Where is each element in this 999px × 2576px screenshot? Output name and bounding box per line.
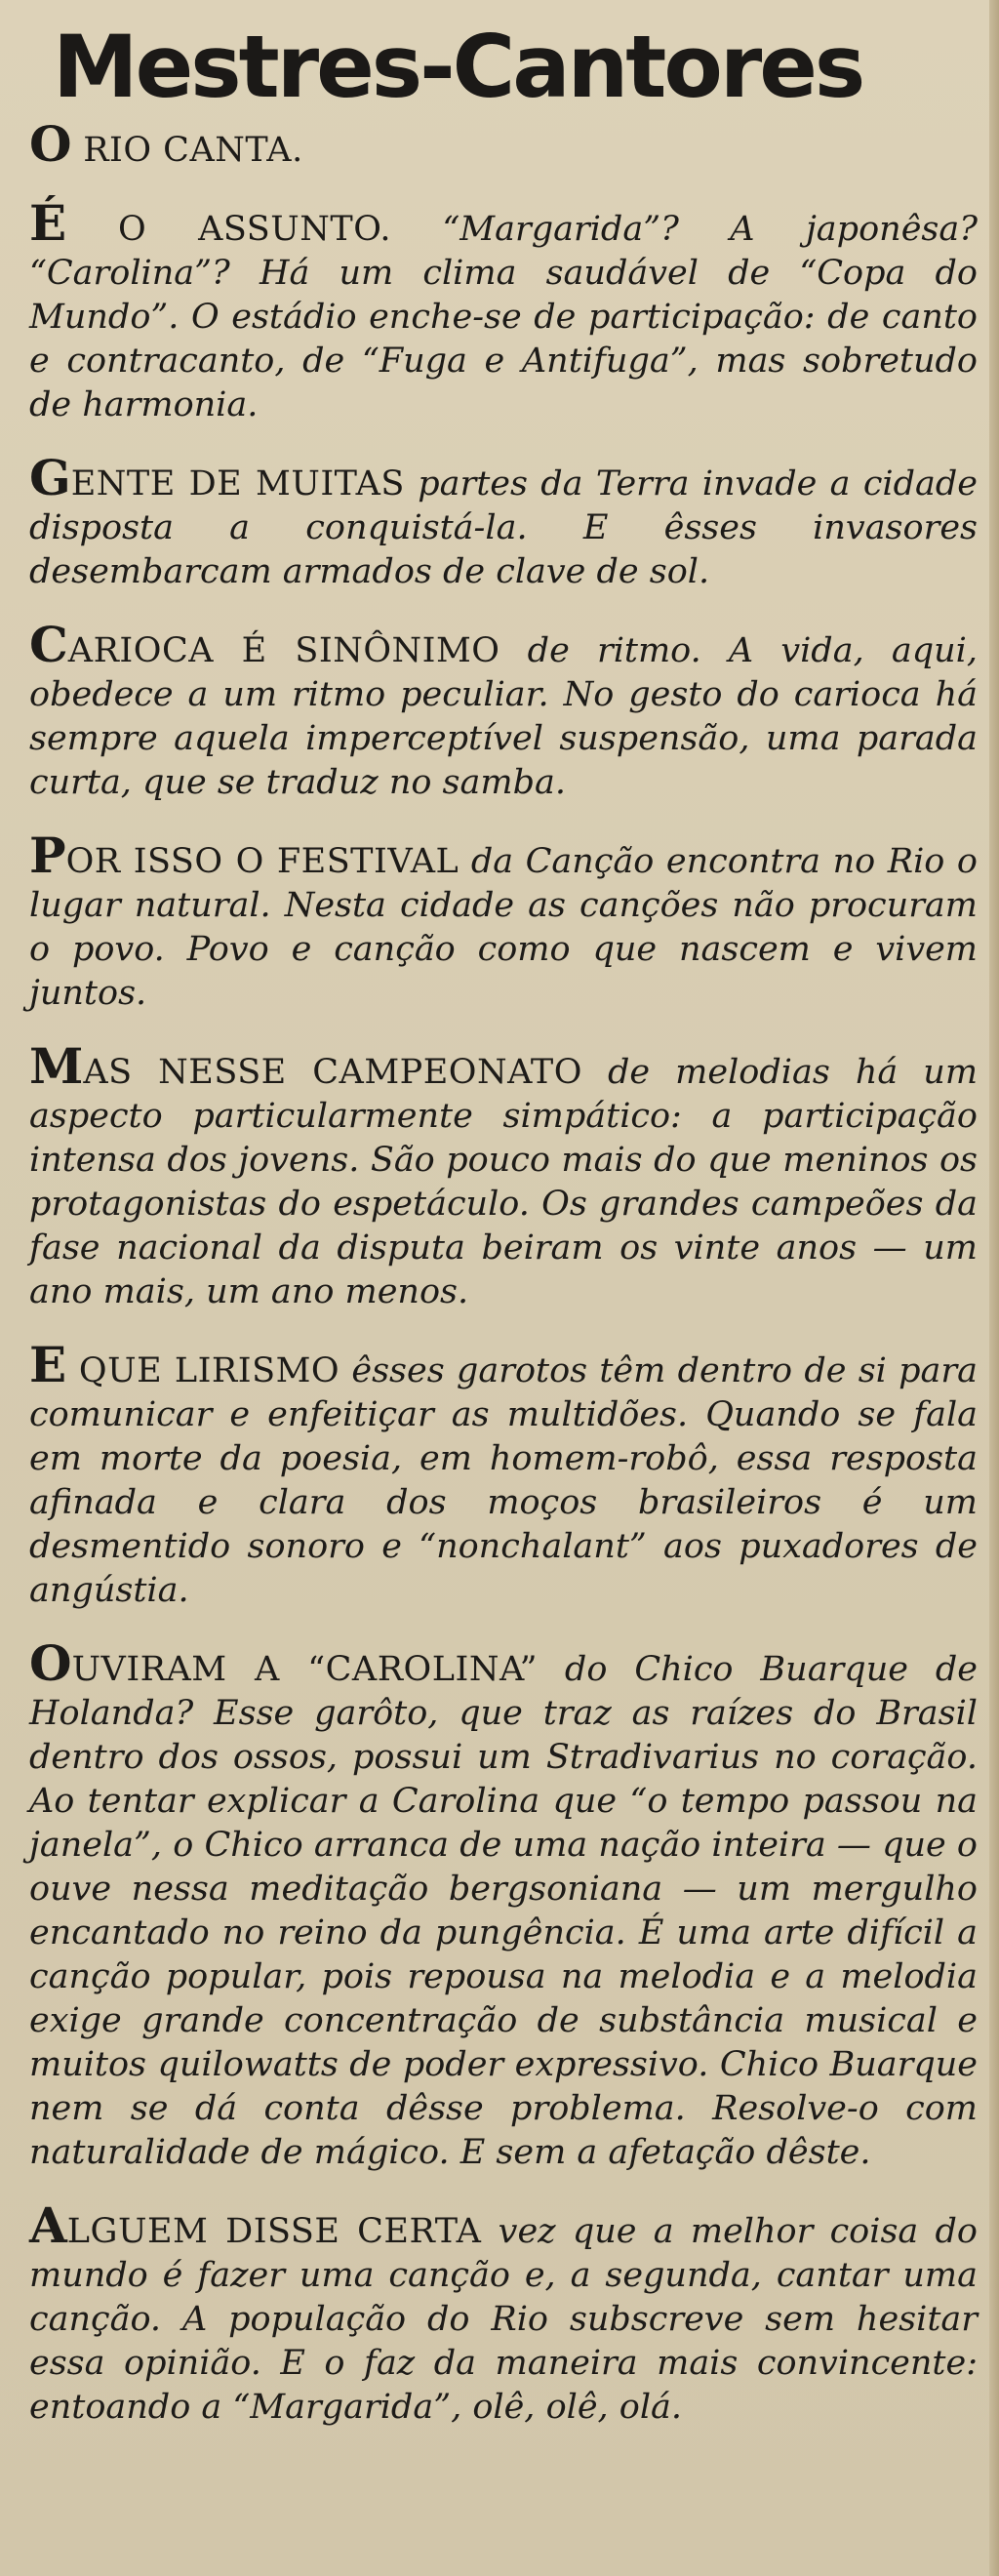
- paragraph-6: [29, 1037, 979, 1314]
- paragraph-text: de ritmo. A vida, aqui, obedece a um ritmo peculiar. No gesto do carioca há sempre aquela imperceptível suspensão, uma parada curta, que se traduz no samba.: [29, 631, 979, 802]
- paragraph-text: de melodias há um aspecto particularmente simpático: a participação intensa dos jovens. São pouco mais do que meninos os protagonistas do espetáculo. Os grandes campeões da fase nacional da disputa beiram os vinte anos — um ano mais, um ano menos.: [29, 1053, 979, 1311]
- lead-in: O ASSUNTO.: [66, 210, 391, 249]
- dropcap: P: [29, 826, 66, 884]
- lead-in: OR ISSO O FESTIVAL: [65, 842, 460, 881]
- lead-in: UVIRAM A “CAROLINA”: [71, 1650, 538, 1689]
- lead-in: AS NESSE CAMPEONATO: [83, 1053, 582, 1092]
- headline: Mestres-Cantores: [53, 17, 863, 117]
- dropcap: O: [29, 1634, 72, 1692]
- paragraph-text: vez que a melhor coisa do mundo é fazer uma canção e, a segunda, cantar uma canção. A população do Rio subscreve sem hesitar essa opinião. E o faz da maneira mais convincente: entoando a “Margarida”, olê, olê, olá.: [29, 2212, 978, 2427]
- paragraph-text: êsses garotos têm dentro de si para comunicar e enfeitiçar as multidões. Quando se fala em morte da poesia, em homem-robô, essa resposta afinada e clara dos moços brasileiros é um desmentido sonoro e “nonchalant” aos puxadores de angústia.: [29, 1351, 978, 1610]
- dropcap: G: [29, 449, 71, 506]
- paragraph-text: do Chico Buarque de Holanda? Esse garôto, que traz as raízes do Brasil dentro dos ossos, possui um Stradivarius no coração. Ao tentar explicar a Carolina que “o tempo passou na janela”, o Chico arranca de uma nação inteira — que o ouve nessa meditação bergsoniana — um mergulho encantado no reino da pungência. É uma arte difícil a canção popular, pois repousa na melodia e a melodia exige grande concentração de substância musical e muitos quilowatts de poder expressivo. Chico Buarque nem se dá conta dêsse problema. Resolve-o com naturalidade de mágico. E sem a afetação dêste.: [29, 1650, 978, 2172]
- paragraph-8: [29, 1634, 978, 2175]
- dropcap: O: [29, 115, 72, 173]
- dropcap: E: [29, 1336, 67, 1393]
- paragraph-7: [29, 1336, 978, 1613]
- paragraph-2: [29, 194, 979, 427]
- lead-in: RIO CANTA.: [71, 131, 303, 170]
- paragraph-text: da Canção encontra no Rio o lugar natural. Nesta cidade as canções não procuram o povo. Povo e canção como que nascem e vivem juntos.: [29, 842, 978, 1013]
- lead-in: QUE LIRISMO: [66, 1351, 340, 1390]
- article-body: [29, 115, 979, 2430]
- dropcap: A: [29, 2196, 67, 2254]
- paragraph-9: [29, 2196, 978, 2430]
- page-edge: [989, 0, 999, 2576]
- dropcap: C: [29, 616, 68, 673]
- lead-in: ENTE DE MUITAS: [70, 464, 405, 503]
- dropcap: É: [29, 194, 67, 252]
- dropcap: M: [29, 1037, 84, 1095]
- lead-in: ARIOCA É SINÔNIMO: [67, 631, 500, 670]
- paragraph-text: “Margarida”? A japonêsa? “Carolina”? Há um clima saudável de “Copa do Mundo”. O estádio enche-se de participação: de canto e contracanto, de “Fuga e Antifuga”, mas sobretudo de harmonia.: [29, 210, 979, 424]
- paragraph-1: [29, 115, 978, 173]
- paragraph-text: partes da Terra invade a cidade disposta a conquistá-la. E êsses invasores desembarcam armados de clave de sol.: [29, 464, 979, 591]
- paragraph-3: [29, 449, 979, 594]
- paragraph-5: [29, 826, 978, 1016]
- lead-in: LGUEM DISSE CERTA: [66, 2212, 482, 2251]
- paragraph-4: [29, 616, 979, 805]
